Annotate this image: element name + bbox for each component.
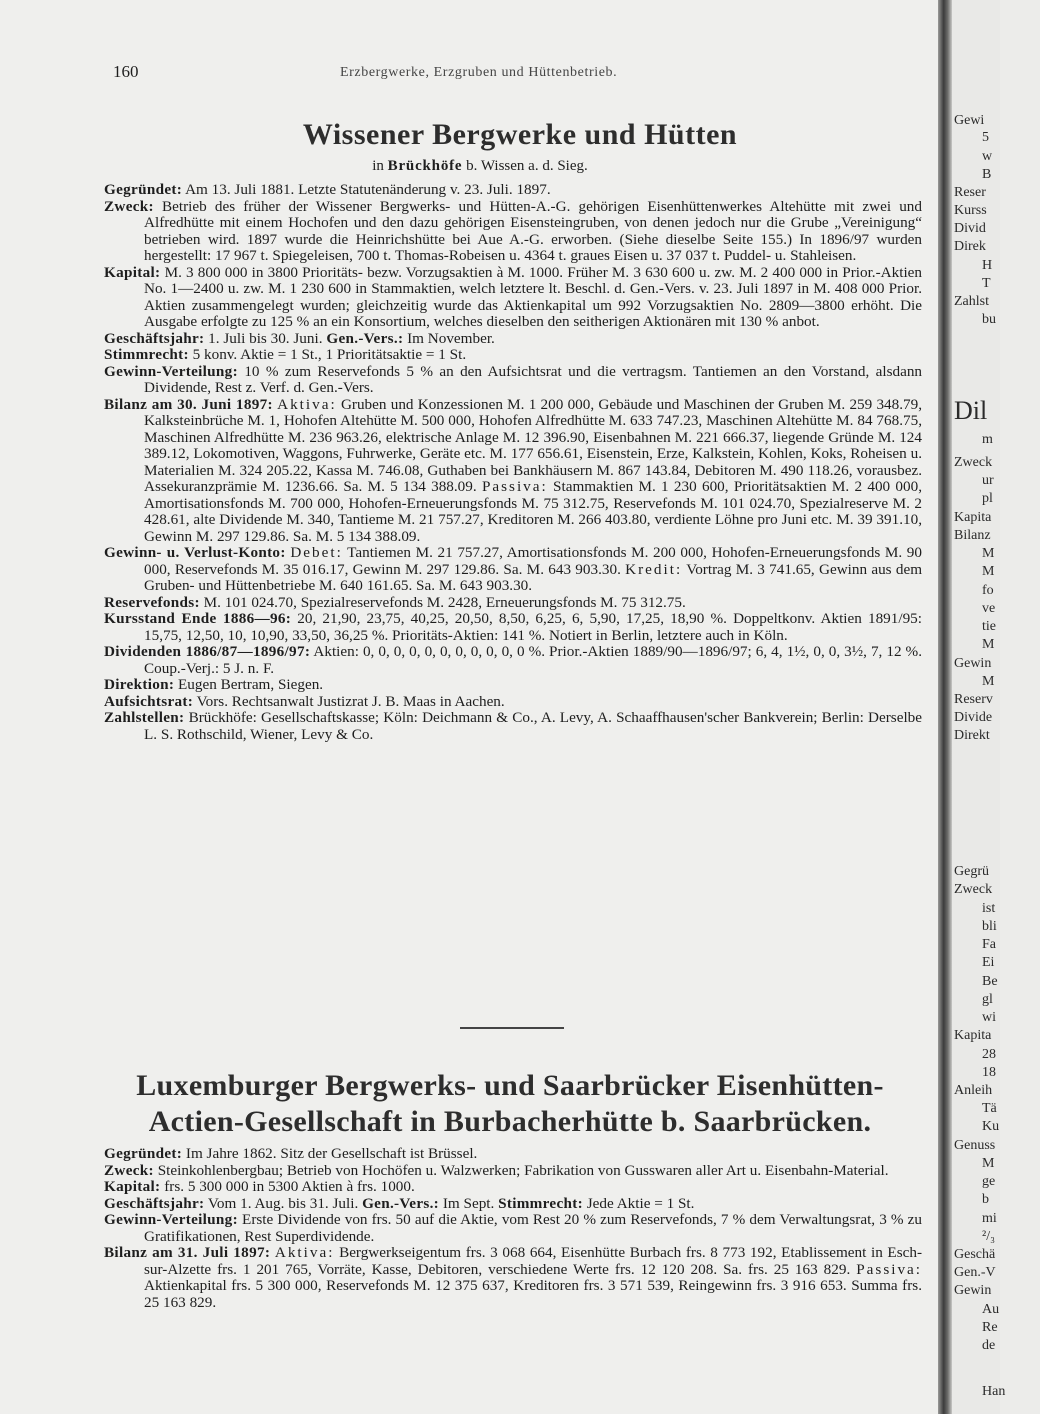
adjacent-fragment: Geschä [954, 1247, 996, 1262]
adjacent-fragment: Ei [982, 955, 995, 970]
company2-entries [104, 1146, 922, 1311]
adjacent-fragment: Dil [954, 396, 988, 425]
entry-zahlstellen: Zahlstellen: Brückhöfe: Gesellschaftskasse; Köln: Deichmann & Co., A. Levy, A. Schaaffhausen'scher Bankverein; Berlin: Derselbe L. S. Rothschild, Wiener, Levy & Co. [104, 709, 922, 743]
adjacent-fragment: de [982, 1338, 996, 1353]
adjacent-fragment: H [982, 258, 993, 273]
adjacent-fragment: Tä [982, 1101, 997, 1116]
entry-gewinn-verteilung: Gewinn-Verteilung: 10 % zum Reservefonds 5 % an den Aufsichtsrat und die vertragsm. Tantiemen an den Vorstand, alsdann Dividende, Rest z. Verf. d. Gen.-Vers. [104, 362, 923, 396]
running-head-title: Erzbergwerke, Erzgruben und Hüttenbetrieb. [340, 65, 618, 80]
adjacent-fragment: Anleih [954, 1083, 993, 1098]
adjacent-fragment: Kapita [954, 1028, 992, 1043]
adjacent-fragment: ist [982, 901, 996, 916]
entry-kursstand: Kursstand Ende 1886—96: 20, 21,90, 23,75, 40,25, 20,50, 8,50, 6,25, 6, 5,90, 17,25, 18,90 %. Doppeltkonv. Aktien 1891/95: 15,75, 12,50, 10, 10,90, 33,50, 36,25 %. Prioritäts-Aktien: 141 %. Notiert in Berlin, letztere auch in Köln. [104, 610, 922, 644]
adjacent-fragment: Reserv [954, 692, 993, 707]
adjacent-fragment: Divid [954, 221, 986, 236]
adjacent-fragment: m [982, 432, 993, 447]
adjacent-fragment: T [982, 276, 991, 291]
adjacent-fragment: M [982, 637, 995, 652]
entry-bilanz: Bilanz am 31. Juli 1897: Aktiva: Bergwerkseigentum frs. 3 068 664, Eisenhütte Burbach frs. 8 773 192, Etablissement in Esch-sur-Alzette frs. 1 201 765, Vorräte, Kasse, Debitoren, verschiedene Werte frs. 12 120 208. Sa. frs. 25 163 829. Passiva: Aktienkapital frs. 5 300 000, Reservefonds M. 12 375 637, Kreditoren frs. 3 571 539, Reingewinn frs. 3 916 653. Summa frs. 25 163 829. [104, 1244, 923, 1311]
entry-gewinn-verteilung: Gewinn-Verteilung: Erste Dividende von frs. 50 auf die Aktie, vom Rest 20 % zum Reservefonds, 7 % dem Verwaltungsrat, 3 % zu Gratifikationen, Rest Superdividende. [104, 1211, 922, 1245]
entry-dividenden: Dividenden 1886/87—1896/97: Aktien: 0, 0, 0, 0, 0, 0, 0, 0, 0, 0, 0 %. Prior.-Aktien 1889/90—1896/97; 6, 4, 1½, 0, 0, 3½, 7, 12 %. Coup.-Verj.: 5 J. n. F. [104, 643, 923, 677]
entry-gegruendet: Gegründet: Im Jahre 1862. Sitz der Gesellschaft ist Brüssel. [104, 1145, 478, 1162]
entry-zweck: Zweck: Steinkohlenbergbau; Betrieb von Hochöfen u. Walzwerken; Fabrikation von Gusswaren aller Art u. Eisenbahn-Material. [104, 1161, 889, 1179]
adjacent-fragment: Gewi [954, 113, 985, 128]
adjacent-fragment: ve [982, 601, 996, 616]
adjacent-fragment: Direkt [954, 728, 990, 743]
entry-reservefonds: Reservefonds: M. 101 024.70, Spezialreservefonds M. 2428, Erneuerungsfonds M. 75 312.75. [104, 593, 686, 611]
entry-geschaeftsjahr: Geschäftsjahr: Vom 1. Aug. bis 31. Juli. Gen.-Vers.: Im Sept. Stimmrecht: Jede Aktie = 1 St. [104, 1194, 695, 1212]
adjacent-fragment: Genuss [954, 1138, 996, 1153]
adjacent-fragment: M [982, 674, 995, 689]
adjacent-fragment: tie [982, 619, 996, 634]
adjacent-fragment: ur [982, 473, 994, 488]
adjacent-fragment: Han [982, 1384, 1006, 1399]
entry-gegruendet: Gegründet: Am 13. Juli 1881. Letzte Statutenänderung v. 23. Juli. 1897. [104, 181, 551, 198]
adjacent-fragment: gl [982, 992, 993, 1007]
adjacent-fragment: Zahlst [954, 294, 989, 309]
adjacent-fragment: bli [982, 919, 997, 934]
adjacent-fragment: Kurss [954, 203, 987, 218]
running-head [0, 62, 940, 86]
adjacent-fragment: Gewin [954, 1283, 992, 1298]
adjacent-fragment: Au [982, 1302, 1000, 1317]
page-number: 160 [113, 62, 139, 81]
adjacent-fragment: Re [982, 1320, 998, 1335]
entry-bilanz: Bilanz am 30. Juni 1897: Aktiva: Gruben und Konzessionen M. 1 200 000, Gebäude und Maschinen der Gruben M. 259 348.79, Kalksteinbrüche M. 1, Hohofen Altehütte M. 500 000, Hohofen Alfredhütte M. 633 747.23, Maschinen Altehütte M. 84 768.75, Maschinen Alfredhütte M. 236 963.26, elektrische Anlage M. 12 396.90, Eisenbahnen M. 221 666.37, liegende Gründe M. 124 389.12, Lokomotiven, Waggons, Fuhrwerke, Geräte etc. M. 177 656.61, Eisenstein, Erze, Kalkstein, Kohlen, Koks, Roheisen u. Materialien M. 324 205.22, Kassa M. 746.08, Guthaben bei Bankhäusern M. 867 143.84, Debitoren M. 490 118.26, vorausbez. Assekuranzprämie M. 1236.66. Sa. M. 5 134 388.09. Passiva: Stammaktien M. 1 230 600, Prioritätsaktien M. 2 400 000, Amortisationsfonds M. 700 000, Hohofen-Erneuerungsfonds M. 75 312.75, Reservefonds M. 101 024.70, Spezialreserve M. 2 428.61, alte Dividende M. 340, Tantieme M. 21 757.27, Kreditoren M. 266 403.80, verdiente Löhne pro Juni etc. M. 39 391.10, Gewinn M. 297 129.86. Sa. M. 5 134 388.09. [104, 395, 923, 545]
adjacent-fragment: M [982, 564, 995, 579]
adjacent-fragment: Gewin [954, 656, 992, 671]
adjacent-fragment: M [982, 546, 995, 561]
entry-zweck: Zweck: Betrieb des früher der Wissener Bergwerks- und Hütten-A.-G. gehörigen Eisenhüttenwerkes Altehütte mit zwei und Alfredhütte mit einem Hochofen und den dazu gehörigen Eisensteingruben, von denen jedoch nur die Grube „Vereinigung“ betrieben wird. 1897 wurde die Heinrichshütte bei Aue A.-G. erworben. (Siehe dieselbe Seite 155.) In 1896/97 wurden hergestellt: 17 967 t. Spiegeleisen, 700 t. Thomas-Robeisen u. 4364 t. graues Eisen u. 37 037 t. Puddel- u. Stahleisen. [104, 197, 922, 264]
adjacent-fragment: Zweck [954, 882, 993, 897]
subtitle-prefix: in [372, 158, 384, 174]
company1-title: Wissener Bergwerke und Hütten [302, 118, 738, 151]
entry-kapital: Kapital: frs. 5 300 000 in 5300 Aktien à frs. 1000. [104, 1178, 415, 1195]
adjacent-fragment: Gegrü [954, 864, 989, 879]
section-divider [460, 1027, 564, 1029]
entry-gewinn-verlust: Gewinn- u. Verlust-Konto: Debet: Tantiemen M. 21 757.27, Amortisationsfonds M. 200 000, Hohofen-Erneuerungsfonds M. 90 000, Reservefonds M. 35 016.17, Gewinn M. 297 129.86. Sa. M. 643 903.30. Kredit: Vortrag M. 3 741.65, Gewinn aus dem Gruben- und Hüttenbetriebe M. 640 161.65. Sa. M. 643 903.30. [104, 544, 923, 594]
company2-title [0, 1068, 1020, 1140]
entry-aufsichtsrat: Aufsichtsrat: Vors. Rechtsanwalt Justizrat J. B. Maas in Aachen. [104, 692, 505, 710]
adjacent-fragment: Ku [982, 1119, 1000, 1134]
adjacent-fragment: B [982, 167, 992, 182]
adjacent-fragment: M [982, 1156, 995, 1171]
entry-stimmrecht: Stimmrecht: 5 konv. Aktie = 1 St., 1 Prioritätsaktie = 1 St. [104, 346, 467, 363]
adjacent-fragment: b [982, 1192, 989, 1207]
adjacent-fragment: bu [982, 312, 996, 327]
adjacent-fragment: pl [982, 491, 993, 506]
adjacent-page-edge [952, 0, 1006, 1414]
adjacent-fragment: fo [982, 583, 994, 598]
adjacent-fragment: mi [982, 1211, 997, 1226]
subtitle-suffix: b. Wissen a. d. Sieg. [466, 158, 588, 174]
adjacent-fragment: 5 [982, 130, 989, 145]
entry-kapital: Kapital: M. 3 800 000 in 3800 Prioritäts- bezw. Vorzugsaktien à M. 1000. Früher M. 3 630 600 u. zw. M. 2 400 000 in Prior.-Aktien No. 1—2400 u. zw. M. 1 230 600 in Stammaktien, welch letztere lt. Beschl. d. Gen.-Vers. v. 23. Juli 1897 in M. 408 000 Prior. Aktien zusammengelegt wurden; gleichzeitig wurde das Aktienkapital um 992 Vorzugsaktien No. 2809—3800 erhöht. Die Ausgabe erfolgte zu 125 % an ein Konsortium, welches dieselben den seitherigen Aktionären mit 130 % anbot. [104, 263, 922, 330]
adjacent-fragment: Divide [954, 710, 993, 725]
adjacent-fragment: w [982, 149, 993, 164]
company2-title-line2: Actien-Gesellschaft in Burbacherhütte b. Saarbrücken. [148, 1105, 872, 1138]
company1-entries [104, 182, 922, 743]
adjacent-fragment: 18 [982, 1065, 996, 1080]
adjacent-fragment: Bilanz [954, 528, 991, 543]
company2-title-line1: Luxemburger Bergwerks- und Saarbrücker Eisenhütten- [136, 1069, 884, 1102]
adjacent-fragment: ²/₃ [982, 1229, 995, 1244]
adjacent-fragment: Zweck [954, 455, 993, 470]
adjacent-fragment: wi [982, 1010, 996, 1025]
entry-geschaeftsjahr: Geschäftsjahr: 1. Juli bis 30. Juni. Gen.-Vers.: Im November. [104, 329, 495, 347]
adjacent-fragment: Be [982, 974, 998, 989]
adjacent-fragment: Fa [982, 937, 996, 952]
adjacent-fragment: Kapita [954, 510, 992, 525]
entry-direktion: Direktion: Eugen Bertram, Siegen. [104, 676, 324, 693]
adjacent-fragment: Direk [954, 239, 986, 254]
book-gutter [938, 0, 952, 1414]
adjacent-fragment: ge [982, 1174, 996, 1189]
adjacent-fragment: Reser [954, 185, 986, 200]
subtitle-location: Brückhöfe [387, 158, 463, 174]
adjacent-fragment: Gen.-V [954, 1265, 996, 1280]
company1-subtitle [0, 158, 960, 175]
adjacent-fragment: 28 [982, 1047, 996, 1062]
